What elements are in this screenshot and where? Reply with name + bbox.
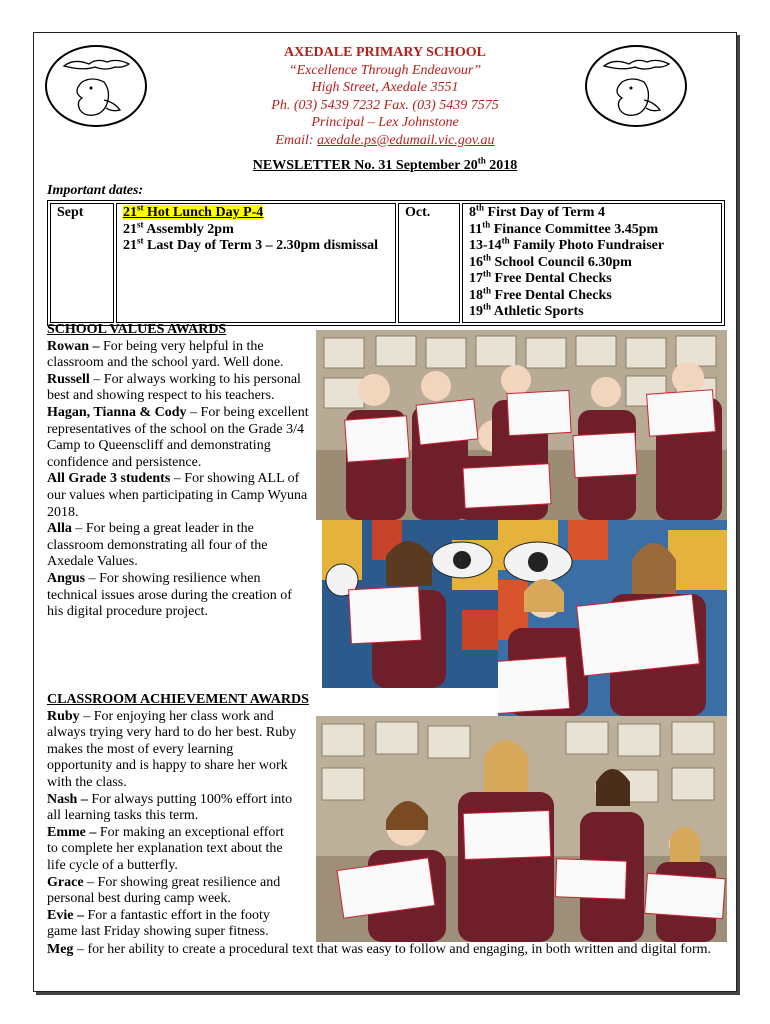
- school-header: [170, 44, 600, 149]
- award-entry: All Grade 3 students – For showing ALL of our values when participating in Camp Wyuna 2018.: [47, 471, 308, 520]
- school-address: High Street, Axedale 3551: [311, 80, 459, 95]
- newsletter-title-text: NEWSLETTER No. 31 September 20: [252, 158, 478, 173]
- important-dates-label: Important dates:: [47, 183, 144, 198]
- award-entry: Rowan – For being very helpful in the classroom and the school yard. Well done.: [47, 338, 284, 371]
- values-awards-section: [47, 322, 309, 621]
- award-entry: Grace – For showing great resilience and personal best during camp week.: [47, 874, 281, 907]
- school-motto: “Excellence Through Endeavour”: [288, 62, 482, 78]
- school-name: AXEDALE PRIMARY SCHOOL: [283, 45, 486, 60]
- email-label: Email:: [275, 132, 318, 148]
- oct-event: 8th First Day of Term 4: [469, 202, 605, 220]
- photo-values-award-group: [316, 330, 727, 520]
- award-entry: Russell – For always working to his personal best and showing respect to his teachers.: [47, 371, 301, 404]
- oct-event: 17th Free Dental Checks: [469, 268, 612, 286]
- principal-name: Principal – Lex Johnstone: [311, 115, 459, 130]
- oct-event: 13-14th Family Photo Fundraiser: [469, 235, 665, 253]
- sept-event: [123, 202, 389, 222]
- sept-event-highlight: 21st Hot Lunch Day P-4: [123, 202, 264, 220]
- values-awards-title: SCHOOL VALUES AWARDS: [47, 322, 227, 337]
- oct-event: 19th Athletic Sports: [469, 301, 584, 319]
- classroom-awards-title: CLASSROOM ACHIEVEMENT AWARDS: [47, 692, 309, 707]
- award-entry: Emme – For making an exceptional effort to complete her explanation text about the life cycle of a butterfly.: [47, 824, 284, 873]
- important-dates-table: [47, 200, 725, 326]
- oct-events-cell: [462, 203, 722, 323]
- newsletter-title-sup: th: [477, 155, 486, 166]
- newsletter-title: [0, 155, 770, 174]
- award-entry-last: Meg – for her ability to create a procedural text that was easy to follow and engaging, in both written and digital form.: [47, 942, 712, 957]
- classroom-awards-section: [47, 692, 309, 941]
- email-line: [170, 132, 600, 150]
- sept-month-cell: Sept: [50, 203, 114, 323]
- school-phone: Ph. (03) 5439 7232 Fax. (03) 5439 7575: [271, 97, 499, 113]
- sept-event: 21st Last Day of Term 3 – 2.30pm dismissal: [123, 235, 379, 253]
- email-link[interactable]: axedale.ps@edumail.vic.gov.au: [317, 132, 495, 148]
- photo-classroom-award-pair: [498, 520, 727, 716]
- award-entry: Nash – For always putting 100% effort into all learning tasks this term.: [47, 791, 293, 824]
- award-entry: Evie – For a fantastic effort in the footy game last Friday showing super fitness.: [47, 907, 270, 940]
- award-entry: Hagan, Tianna & Cody – For being excellent representatives of the school on the Grade 3/4 Camp to Queenscliff and demonstrating confidence and persistence.: [47, 404, 309, 470]
- oct-event: 16th School Council 6.30pm: [469, 251, 632, 270]
- oct-month-cell: Oct.: [398, 203, 460, 323]
- sept-event: 21st Assembly 2pm: [123, 218, 234, 237]
- oct-event: 18th Free Dental Checks: [469, 284, 612, 303]
- platypus-logo-left: [44, 44, 148, 128]
- newsletter-title-year: 2018: [485, 158, 518, 173]
- award-entry: Angus – For showing resilience when technical issues arose during the creation of his digital procedure project.: [47, 570, 292, 620]
- sept-events-cell: [116, 203, 396, 323]
- photo-values-award-alla: [322, 520, 498, 688]
- award-entry: Alla – For being a great leader in the classroom demonstrating all four of the Axedale Values.: [47, 521, 268, 570]
- award-entry: Ruby – For enjoying her class work and always trying very hard to do her best. Ruby makes the most of every learning opportunity and is happy to share her work with the class.: [47, 708, 297, 790]
- photo-classroom-award-group: [316, 716, 727, 942]
- oct-event: 11th Finance Committee 3.45pm: [469, 218, 659, 237]
